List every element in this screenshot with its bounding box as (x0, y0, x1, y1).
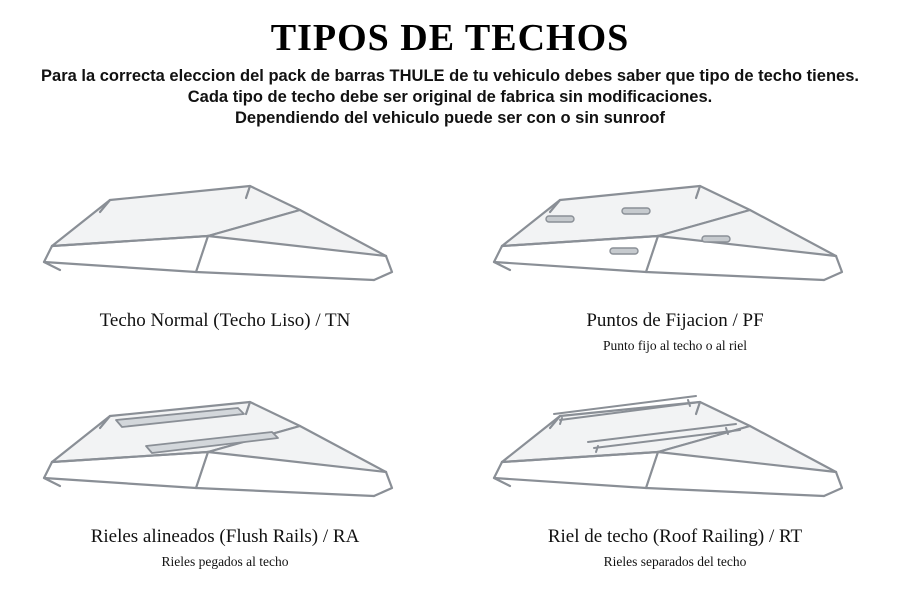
car-roof-railing-icon (450, 380, 900, 528)
roof-type-caption-ra: Rieles alineados (Flush Rails) / RA (90, 526, 360, 547)
roof-type-card-ra (0, 380, 450, 606)
car-roof-plain-icon (0, 164, 450, 312)
car-roof-flushrails-icon (0, 380, 450, 528)
car-roof-fixpoints-icon (450, 164, 900, 312)
roof-type-card-tn (0, 164, 450, 390)
roof-type-subcaption-ra: Rieles pegados al techo (161, 554, 289, 569)
intro-text (20, 66, 880, 129)
page-title: TIPOS DE TECHOS (270, 17, 630, 59)
roof-type-subcaption-pf: Punto fijo al techo o al riel (603, 338, 747, 353)
roof-types-infographic (0, 16, 900, 616)
intro-line-1: Para la correcta eleccion del pack de barras THULE de tu vehiculo debes saber que tipo de techo tienes. (41, 67, 859, 85)
roof-type-card-rt (450, 380, 900, 606)
intro-line-3: Dependiendo del vehiculo puede ser con o sin sunroof (235, 109, 665, 127)
intro-line-2: Cada tipo de techo debe ser original de fabrica sin modificaciones. (187, 88, 713, 106)
roof-type-subcaption-rt: Rieles separados del techo (603, 554, 747, 569)
roof-types-grid (0, 164, 900, 616)
roof-type-caption-pf: Puntos de Fijacion / PF (586, 310, 764, 331)
roof-type-caption-tn: Techo Normal (Techo Liso) / TN (99, 310, 351, 331)
roof-type-caption-rt: Riel de techo (Roof Railing) / RT (547, 526, 803, 547)
roof-type-card-pf (450, 164, 900, 390)
